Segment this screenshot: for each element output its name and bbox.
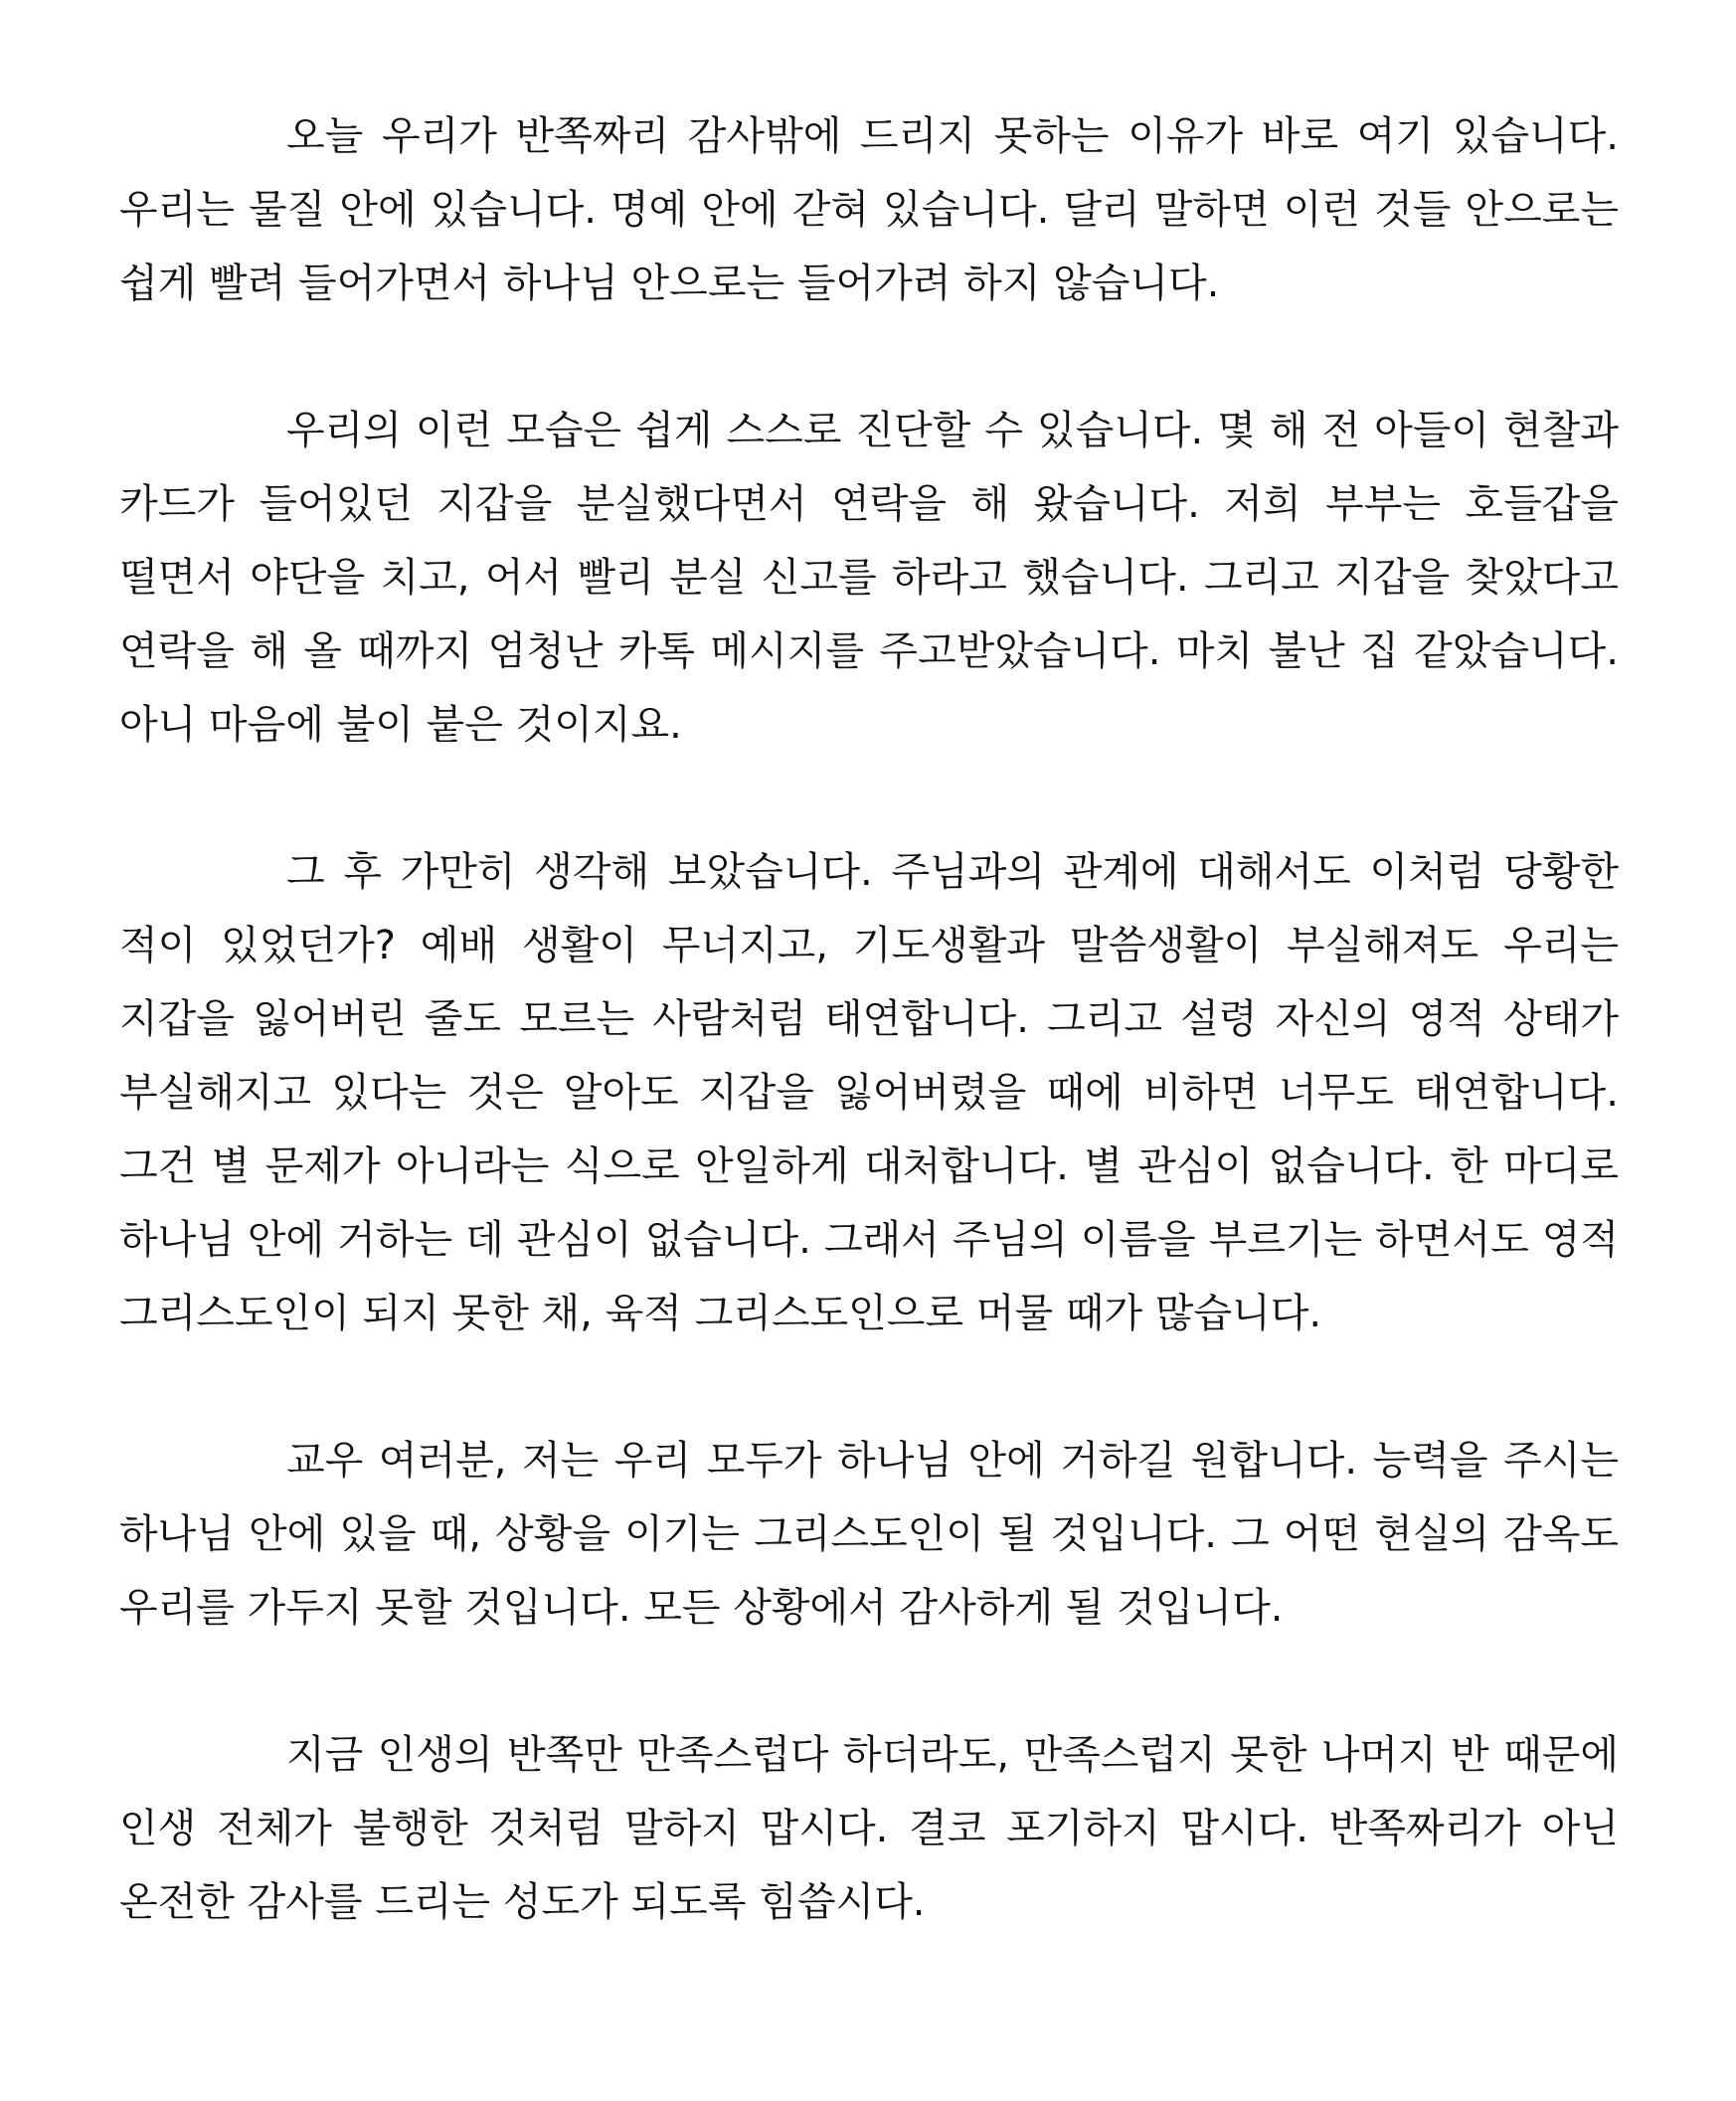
- paragraph-2: 우리의 이런 모습은 쉽게 스스로 진단할 수 있습니다. 몇 해 전 아들이 현찰과 카드가 들어있던 지갑을 분실했다면서 연락을 해 왔습니다. 저희 부부는 호들갑을 떨면서 야단을 치고, 어서 빨리 분실 신고를 하라고 했습니다. 그리고 지갑을 찾았다고 연락을 해 올 때까지 엄청난 카톡 메시지를 주고받았습니다. 마치 불난 집 같았습니다. 아니 마음에 불이 붙은 것이지요.: [119, 408, 1619, 748]
- paragraph-4: 교우 여러분, 저는 우리 모두가 하나님 안에 거하길 원합니다. 능력을 주시는 하나님 안에 있을 때, 상황을 이기는 그리스도인이 될 것입니다. 그 어떤 현실의 감옥도 우리를 가두지 못할 것입니다. 모든 상황에서 감사하게 될 것입니다.: [119, 1438, 1619, 1631]
- document-body: [119, 99, 1619, 1939]
- paragraph-1: 오늘 우리가 반쪽짜리 감사밖에 드리지 못하는 이유가 바로 여기 있습니다. 우리는 물질 안에 있습니다. 명예 안에 갇혀 있습니다. 달리 말하면 이런 것들 안으로는 쉽게 빨려 들어가면서 하나님 안으로는 들어가려 하지 않습니다.: [119, 113, 1619, 306]
- paragraph-3: 그 후 가만히 생각해 보았습니다. 주님과의 관계에 대해서도 이처럼 당황한 적이 있었던가? 예배 생활이 무너지고, 기도생활과 말씀생활이 부실해져도 우리는 지갑을 잃어버린 줄도 모르는 사람처럼 태연합니다. 그리고 설령 자신의 영적 상태가 부실해지고 있다는 것은 알아도 지갑을 잃어버렸을 때에 비하면 너무도 태연합니다. 그건 별 문제가 아니라는 식으로 안일하게 대처합니다. 별 관심이 없습니다. 한 마디로 하나님 안에 거하는 데 관심이 없습니다. 그래서 주님의 이름을 부르기는 하면서도 영적 그리스도인이 되지 못한 채, 육적 그리스도인으로 머물 때가 많습니다.: [119, 849, 1619, 1336]
- paragraph-5: 지금 인생의 반쪽만 만족스럽다 하더라도, 만족스럽지 못한 나머지 반 때문에 인생 전체가 불행한 것처럼 말하지 맙시다. 결코 포기하지 맙시다. 반쪽짜리가 아닌 온전한 감사를 드리는 성도가 되도록 힘씁시다.: [119, 1732, 1619, 1925]
